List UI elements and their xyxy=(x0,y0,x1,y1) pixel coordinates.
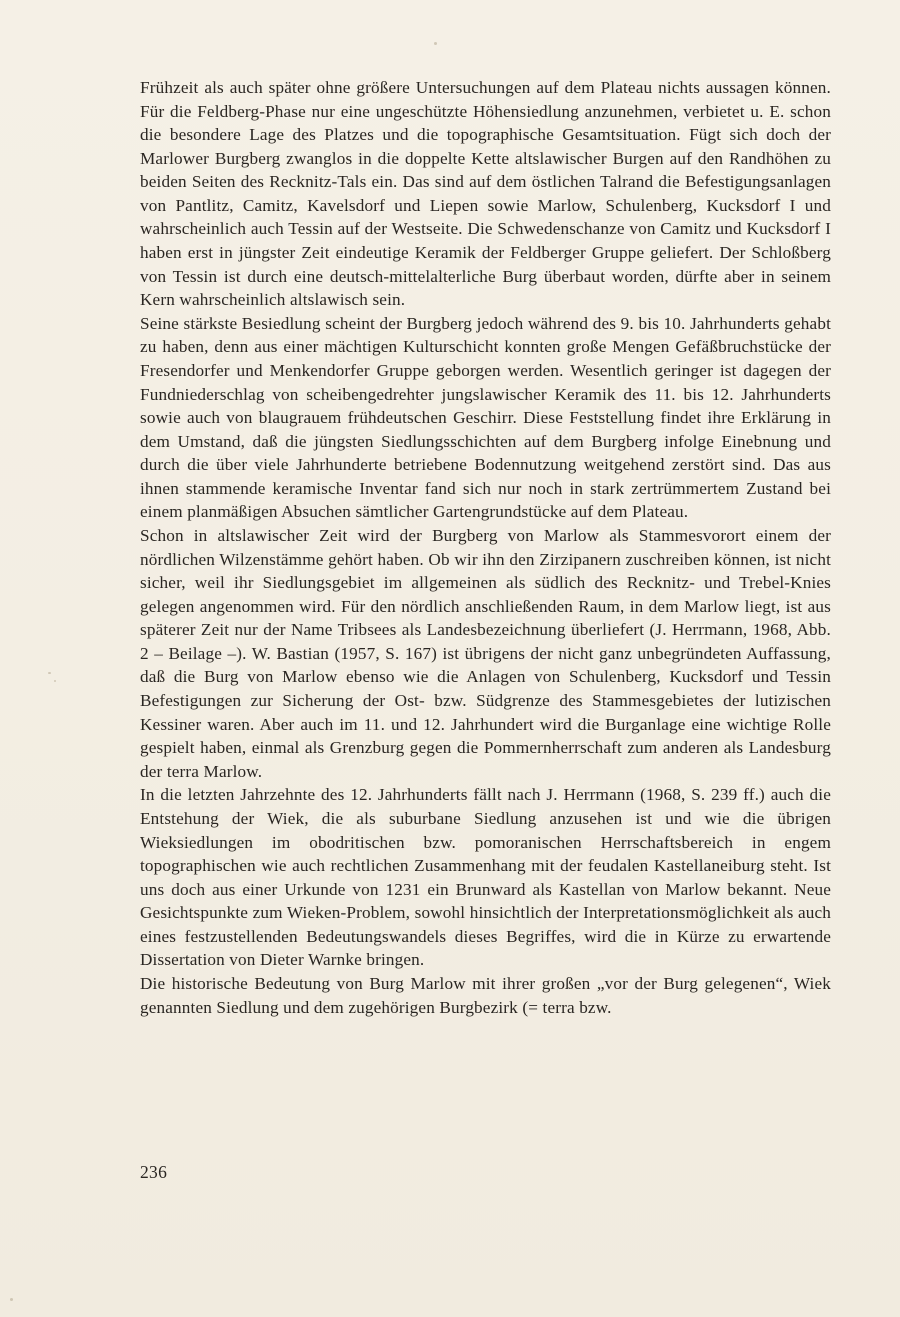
body-text xyxy=(140,76,831,1019)
paper-speck xyxy=(54,680,56,682)
paragraph-3: Schon in altslawischer Zeit wird der Burgberg von Marlow als Stammesvorort einem der nördlichen Wilzenstämme gehört haben. Ob wir ihn den Zirzipanern zuschreiben können, ist nicht sicher, weil ihr Siedlungsgebiet im allgemeinen als südlich des Recknitz- und Trebel-Knies gelegen angenommen wird. Für den nördlich anschließenden Raum, in dem Marlow liegt, ist aus späterer Zeit nur der Name Tribsees als Landesbezeichnung überliefert (J. Herrmann, 1968, Abb. 2 – Beilage –). W. Bastian (1957, S. 167) ist übrigens der nicht ganz unbegründeten Auffassung, daß die Burg von Marlow ebenso wie die Anlagen von Schulenberg, Kucksdorf und Tessin Befestigungen zur Sicherung der Ost- bzw. Südgrenze des Stammesgebietes der lutizischen Kessiner waren. Aber auch im 11. und 12. Jahrhundert wird die Burganlage eine wichtige Rolle gespielt haben, einmal als Grenzburg gegen die Pommernherrschaft zum anderen als Landesburg der terra Marlow. xyxy=(140,525,831,781)
paper-speck xyxy=(10,1298,13,1301)
paper-speck xyxy=(434,42,437,45)
paragraph-2: Seine stärkste Besiedlung scheint der Burgberg jedoch während des 9. bis 10. Jahrhunderts gehabt zu haben, denn aus einer mächtigen Kulturschicht konnten große Mengen Gefäßbruchstücke der Fresendorfer und Menkendorfer Gruppe geborgen werden. Wesentlich geringer ist dagegen der Fundniederschlag von scheibengedrehter jungslawischer Keramik des 11. bis 12. Jahrhunderts sowie auch von blaugrauem frühdeutschen Geschirr. Diese Feststellung findet ihre Erklärung in dem Umstand, daß die jüngsten Siedlungsschichten auf dem Burgberg infolge Einebnung und durch die über viele Jahrhunderte betriebene Bodennutzung weitgehend zerstört sind. Das aus ihnen stammende keramische Inventar fand sich nur noch in stark zertrümmertem Zustand bei einem planmäßigen Absuchen sämtlicher Gartengrundstücke auf dem Plateau. xyxy=(140,313,831,522)
paragraph-5: Die historische Bedeutung von Burg Marlow mit ihrer großen „vor der Burg gelegenen“, Wiek genannten Siedlung und dem zugehörigen Burgbezirk (= terra bzw. xyxy=(140,973,831,1017)
page-number: 236 xyxy=(140,1162,168,1182)
paper-speck xyxy=(48,672,51,674)
paragraph-1: Frühzeit als auch später ohne größere Untersuchungen auf dem Plateau nichts aussagen können. Für die Feldberg-Phase nur eine ungeschützte Höhensiedlung anzunehmen, verbietet u. E. schon die besondere Lage des Platzes und die topographische Gesamtsituation. Fügt sich doch der Marlower Burgberg zwanglos in die doppelte Kette altslawischer Burgen auf den Randhöhen zu beiden Seiten des Recknitz-Tals ein. Das sind auf dem östlichen Talrand die Befestigungsanlagen von Pantlitz, Camitz, Kavelsdorf und Liepen sowie Marlow, Schulenberg, Kucksdorf I und wahrscheinlich auch Tessin auf der Westseite. Die Schwedenschanze von Camitz und Kucksdorf I haben erst in jüngster Zeit eindeutige Keramik der Feldberger Gruppe geliefert. Der Schloßberg von Tessin ist durch eine deutsch-mittelalterliche Burg überbaut worden, dürfte aber in seinem Kern wahrscheinlich altslawisch sein. xyxy=(140,78,831,310)
paragraph-4: In die letzten Jahrzehnte des 12. Jahrhunderts fällt nach J. Herrmann (1968, S. 239 ff.) auch die Entstehung der Wiek, die als suburbane Siedlung anzusehen ist und wie die übrigen Wieksiedlungen im obodritischen bzw. pomoranischen Herrschaftsbereich in engem topographischen wie auch rechtlichen Zusammenhang mit der feudalen Kastellaneiburg steht. Ist uns doch aus einer Urkunde von 1231 ein Brunward als Kastellan von Marlow bekannt. Neue Gesichtspunkte zum Wieken-Problem, sowohl hinsichtlich der Interpretationsmöglichkeit als auch eines festzustellenden Bedeutungswandels dieses Begriffes, wird die in Kürze zu erwartende Dissertation von Dieter Warnke bringen. xyxy=(140,785,831,970)
